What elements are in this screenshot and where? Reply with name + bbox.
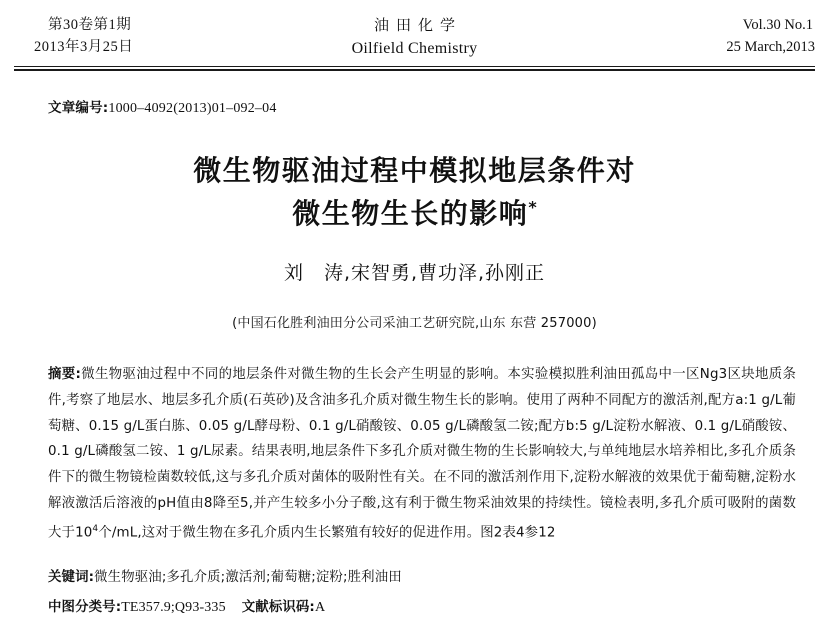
title-line-2: 微生物生长的影响: [292, 196, 529, 230]
masthead: [0, 14, 829, 64]
volume-issue-en: Vol.30 No.1: [742, 17, 813, 33]
masthead-center: [0, 14, 829, 62]
keywords-value: 微生物驱油;多孔介质;激活剂;葡萄糖;淀粉;胜利油田: [94, 570, 402, 585]
journal-name-en: Oilfield Chemistry: [351, 40, 478, 58]
journal-name-cn: 油田化学: [373, 16, 462, 34]
document-code-label: 文献标识码:: [241, 600, 315, 615]
publication-date-en: 25 March,2013: [726, 39, 815, 56]
abstract: [48, 362, 796, 546]
clc-label: 中图分类号:: [48, 600, 122, 615]
article-number-label: 文章编号:: [48, 100, 109, 116]
keywords: [48, 566, 402, 585]
title-line-2-wrap: [0, 193, 829, 236]
page-title: [0, 150, 829, 235]
abstract-label: 摘要:: [48, 367, 81, 382]
document-code-value: A: [314, 600, 326, 615]
abstract-superscript: 4: [92, 523, 99, 534]
volume-issue: 第30卷第1期: [48, 17, 132, 33]
keywords-label: 关键词:: [48, 570, 95, 585]
classification: [48, 596, 325, 616]
publication-date-cn: 2013年3月25日: [34, 39, 134, 56]
masthead-right: [726, 14, 815, 59]
divider-line-bottom: [14, 69, 815, 71]
affiliation: (中国石化胜利油田分公司采油工艺研究院,山东 东营 257000): [232, 316, 597, 331]
title-line-1: 微生物驱油过程中模拟地层条件对: [193, 154, 636, 187]
article-number-value: 1000–4092(2013)01–092–04: [108, 101, 277, 116]
abstract-body-part-1: 微生物驱油过程中不同的地层条件对微生物的生长会产生明显的影响。本实验模拟胜利油田孤岛中一区Ng3区块地质条件,考察了地层水、地层多孔介质(石英砂)及含油多孔介质对微生物生长的影响。使用了两种不同配方的激活剂,配方a:1 g/L葡萄糖、0.15 g/L蛋白胨、0.05 g/L酵母粉、0.1 g/L硝酸铵、0.05 g/L磷酸氢二铵;配方b:5 g/L淀粉水解液、0.1 g/L硝酸铵、0.1 g/L磷酸氢二铵、1 g/L尿素。结果表明,地层条件下多孔介质对微生物的生长影响较大,与单纯地层水培养相比,多孔介质条件下的微生物镜检菌数较低,这与多孔介质对菌体的吸附性有关。在不同的激活剂作用下,淀粉水解液的效果优于葡萄糖,淀粉水解液激活后溶液的pH值由8降至5,并产生较多小分子酸,这有利于微生物采油效果的持续性。镜检表明,多孔介质可吸附的菌数大于10: [48, 367, 796, 541]
masthead-divider: [14, 66, 815, 71]
title-footnote-marker: *: [528, 197, 537, 217]
article-number: [48, 96, 277, 117]
abstract-body-part-2: 个/mL,这对于微生物在多孔介质内生长繁殖有较好的促进作用。图2表4参12: [98, 525, 556, 541]
author-list: [0, 258, 829, 285]
author-names: 刘 涛,宋智勇,曹功泽,孙刚正: [283, 262, 546, 284]
clc-value: TE357.9;Q93-335: [121, 600, 226, 615]
